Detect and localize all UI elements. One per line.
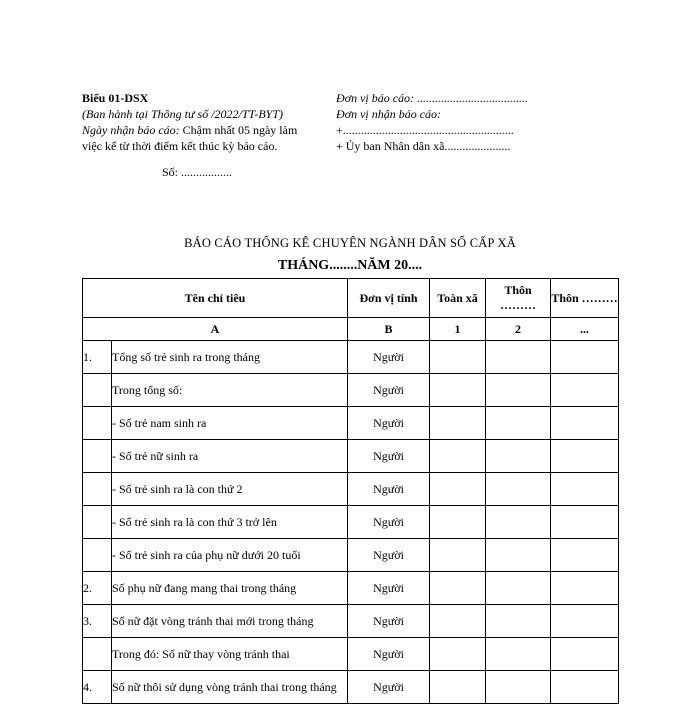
label-unit: B	[348, 318, 430, 341]
row-value-hamlet-2	[551, 572, 619, 605]
row-value-hamlet-2	[551, 473, 619, 506]
row-number: 3.	[83, 605, 112, 638]
row-indicator-name: - Số trẻ sinh ra là con thứ 3 trở lên	[112, 506, 348, 539]
table-row	[83, 473, 619, 506]
row-unit: Người	[348, 572, 430, 605]
row-value-whole-commune	[430, 374, 486, 407]
header-indicator: Tên chỉ tiêu	[83, 279, 348, 318]
header-right	[336, 90, 576, 154]
row-value-hamlet-2	[551, 440, 619, 473]
form-code: Biểu 01-DSX	[82, 91, 149, 105]
table-row	[83, 671, 619, 704]
row-unit: Người	[348, 341, 430, 374]
label-col2: 2	[486, 318, 551, 341]
row-unit: Người	[348, 374, 430, 407]
table-row	[83, 539, 619, 572]
header-whole-commune: Toàn xã	[430, 279, 486, 318]
header-left	[82, 90, 314, 180]
header-hamlet-1: Thôn ………	[486, 279, 551, 318]
receiving-unit-line-1: +.........................................................	[336, 123, 514, 137]
row-value-hamlet-1	[486, 671, 551, 704]
report-title: BÁO CÁO THỐNG KÊ CHUYÊN NGÀNH DÂN SỐ CẤP XÃ	[184, 236, 516, 250]
label-indicator: A	[83, 318, 348, 341]
row-indicator-name: - Số trẻ nam sinh ra	[112, 407, 348, 440]
row-number	[83, 473, 112, 506]
row-number	[83, 374, 112, 407]
row-value-whole-commune	[430, 473, 486, 506]
receiving-unit-label: Đơn vị nhận báo cáo:	[336, 107, 442, 121]
row-value-hamlet-1	[486, 506, 551, 539]
table-header-row	[83, 279, 619, 318]
row-value-hamlet-1	[486, 473, 551, 506]
row-number	[83, 638, 112, 671]
row-value-hamlet-2	[551, 539, 619, 572]
row-unit: Người	[348, 440, 430, 473]
row-indicator-name: Trong đó: Số nữ thay vòng tránh thai	[112, 638, 348, 671]
row-value-whole-commune	[430, 671, 486, 704]
row-number	[83, 506, 112, 539]
row-value-hamlet-1	[486, 638, 551, 671]
row-indicator-name: Trong tổng số:	[112, 374, 348, 407]
row-number	[83, 440, 112, 473]
row-number	[83, 539, 112, 572]
row-value-whole-commune	[430, 572, 486, 605]
issued-under: (Ban hành tại Thông tư số /2022/TT-BYT)	[82, 107, 284, 121]
row-value-whole-commune	[430, 539, 486, 572]
row-number: 1.	[83, 341, 112, 374]
document-number: Số: .................	[162, 165, 233, 179]
row-unit: Người	[348, 671, 430, 704]
row-value-hamlet-1	[486, 440, 551, 473]
row-value-whole-commune	[430, 341, 486, 374]
row-indicator-name: - Số trẻ sinh ra của phụ nữ dưới 20 tuổi	[112, 539, 348, 572]
row-value-hamlet-2	[551, 407, 619, 440]
row-value-hamlet-2	[551, 638, 619, 671]
row-indicator-name: Số nữ đặt vòng tránh thai mới trong tháng	[112, 605, 348, 638]
row-number: 2.	[83, 572, 112, 605]
row-number: 4.	[83, 671, 112, 704]
table-row	[83, 605, 619, 638]
receive-date-text: Chậm nhất 05 ngày làm việc kể từ thời điểm kết thúc kỳ báo cáo.	[82, 123, 298, 153]
receive-date	[82, 122, 314, 154]
row-unit: Người	[348, 506, 430, 539]
row-indicator-name: - Số trẻ sinh ra là con thứ 2	[112, 473, 348, 506]
row-value-hamlet-2	[551, 671, 619, 704]
header-hamlet-2: Thôn ………	[551, 279, 619, 318]
row-number	[83, 407, 112, 440]
row-value-hamlet-1	[486, 374, 551, 407]
row-unit: Người	[348, 539, 430, 572]
row-value-hamlet-2	[551, 605, 619, 638]
row-value-hamlet-1	[486, 572, 551, 605]
row-value-hamlet-2	[551, 506, 619, 539]
reporting-unit: Đơn vị báo cáo: .....................................	[336, 91, 529, 105]
row-indicator-name: Số phụ nữ đang mang thai trong tháng	[112, 572, 348, 605]
row-value-whole-commune	[430, 605, 486, 638]
row-unit: Người	[348, 638, 430, 671]
row-unit: Người	[348, 605, 430, 638]
table-row	[83, 440, 619, 473]
row-indicator-name: Số nữ thôi sử dụng vòng tránh thai trong tháng	[112, 671, 348, 704]
row-value-hamlet-1	[486, 341, 551, 374]
row-value-hamlet-1	[486, 407, 551, 440]
row-value-hamlet-2	[551, 341, 619, 374]
label-col1: 1	[430, 318, 486, 341]
table-row	[83, 506, 619, 539]
row-value-whole-commune	[430, 407, 486, 440]
table-row	[83, 407, 619, 440]
label-col3: ...	[551, 318, 619, 341]
receiving-unit-line-2: + Ủy ban Nhân dân xã......................	[336, 139, 511, 153]
row-unit: Người	[348, 407, 430, 440]
table-row	[83, 572, 619, 605]
report-period: THÁNG........NĂM 20....	[277, 258, 423, 273]
column-label-row	[83, 318, 619, 341]
table-row	[83, 341, 619, 374]
table-row	[83, 638, 619, 671]
row-indicator-name: - Số trẻ nữ sinh ra	[112, 440, 348, 473]
report-table	[82, 278, 619, 704]
row-value-hamlet-1	[486, 539, 551, 572]
row-value-hamlet-2	[551, 374, 619, 407]
row-unit: Người	[348, 473, 430, 506]
row-value-whole-commune	[430, 506, 486, 539]
row-indicator-name: Tổng số trẻ sinh ra trong tháng	[112, 341, 348, 374]
row-value-hamlet-1	[486, 605, 551, 638]
receive-date-label: Ngày nhận báo cáo:	[82, 123, 180, 137]
row-value-whole-commune	[430, 440, 486, 473]
row-value-whole-commune	[430, 638, 486, 671]
table-row	[83, 374, 619, 407]
header-unit: Đơn vị tính	[348, 279, 430, 318]
